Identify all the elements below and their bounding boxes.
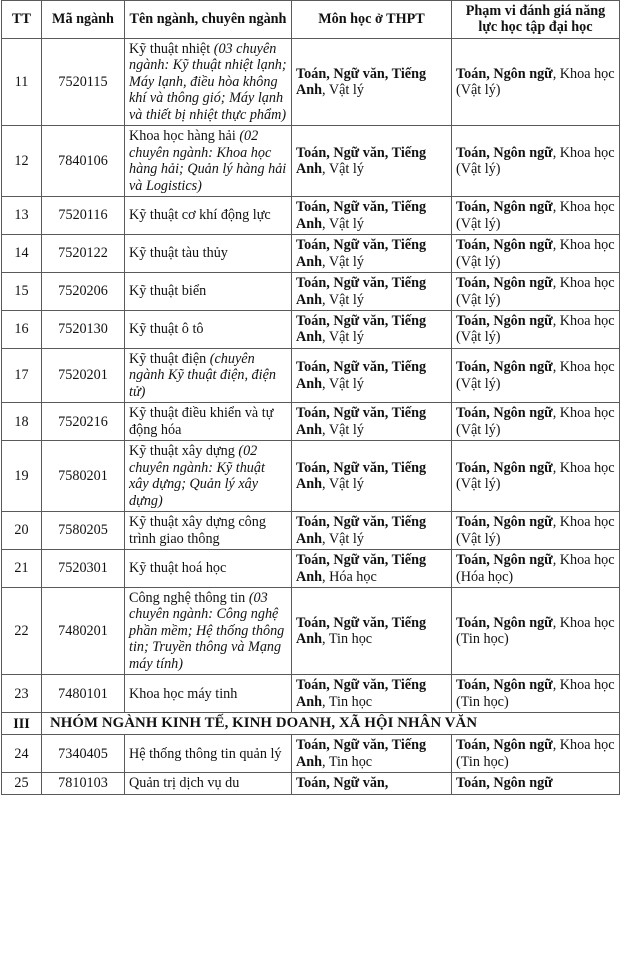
assessment-scope-elective: , Khoa học (Vật lý): [456, 312, 615, 346]
assessment-scope: [452, 126, 620, 197]
highschool-subjects-required: Toán, Ngữ văn, Tiếng Anh: [296, 275, 427, 308]
major-name: [125, 197, 292, 235]
major-code: 7810103: [42, 773, 125, 794]
row-index: 19: [2, 441, 42, 512]
assessment-scope: [452, 441, 620, 512]
highschool-subjects-elective: , Vật lý: [322, 375, 364, 392]
table-row: [2, 675, 620, 713]
major-code: 7520206: [42, 273, 125, 311]
assessment-scope: [452, 735, 620, 773]
major-code: 7520115: [42, 38, 125, 125]
column-header-subject: Môn học ở THPT: [292, 1, 452, 39]
assessment-scope-required: Toán, Ngôn ngữ: [456, 237, 553, 254]
major-name-main: Kỹ thuật nhiệt: [129, 40, 214, 57]
assessment-scope-required: Toán, Ngôn ngữ: [456, 275, 553, 292]
column-header-tt: TT: [2, 1, 42, 39]
section-number: III: [2, 713, 42, 735]
assessment-scope-elective: , Khoa học (Tin học): [456, 737, 615, 770]
highschool-subjects-required: Toán, Ngữ văn, Tiếng Anh: [296, 312, 427, 346]
highschool-subjects: [292, 273, 452, 311]
highschool-subjects-required: Toán, Ngữ văn, Tiếng Anh: [296, 459, 427, 493]
row-index: 24: [2, 735, 42, 773]
major-specializations: (02 chuyên ngành: Kỹ thuật xây dựng; Quản lý xây dựng): [129, 443, 265, 509]
assessment-scope: [452, 675, 620, 713]
assessment-scope: [452, 403, 620, 441]
highschool-subjects-elective: , Vật lý: [322, 476, 364, 493]
major-name: [125, 403, 292, 441]
major-name: [125, 38, 292, 125]
column-header-name: Tên ngành, chuyên ngành: [125, 1, 292, 39]
highschool-subjects-required: Toán, Ngữ văn, Tiếng Anh: [296, 199, 427, 232]
row-index: 20: [2, 512, 42, 550]
major-specializations: (03 chuyên ngành: Công nghệ phần mềm; Hệ thống thông tin; Truyền thông và Mạng máy tính): [129, 590, 285, 672]
major-name-main: Kỹ thuật điện: [129, 350, 210, 367]
highschool-subjects-elective: , Vật lý: [322, 421, 364, 438]
assessment-scope-elective: , Khoa học (Vật lý): [456, 144, 615, 178]
major-name: [125, 675, 292, 713]
assessment-scope: [452, 512, 620, 550]
highschool-subjects-required: Toán, Ngữ văn, Tiếng Anh: [296, 677, 427, 710]
highschool-subjects: [292, 235, 452, 273]
highschool-subjects: [292, 550, 452, 588]
assessment-scope: [452, 235, 620, 273]
major-code: 7520116: [42, 197, 125, 235]
highschool-subjects-elective: , Hóa học: [322, 568, 377, 585]
assessment-scope: [452, 38, 620, 125]
highschool-subjects-required: Toán, Ngữ văn, Tiếng Anh: [296, 552, 427, 585]
assessment-scope: [452, 773, 620, 794]
major-specializations: (02 chuyên ngành: Khoa học hàng hải; Quản lý hàng hải và Logistics): [129, 128, 287, 194]
row-index: 23: [2, 675, 42, 713]
table-row: [2, 773, 620, 794]
row-index: 14: [2, 235, 42, 273]
highschool-subjects-elective: , Vật lý: [322, 161, 364, 178]
major-name-main: Khoa học máy tinh: [129, 685, 238, 702]
assessment-scope-required: Toán, Ngôn ngữ: [456, 775, 553, 792]
assessment-scope: [452, 273, 620, 311]
major-code: 7520201: [42, 348, 125, 402]
assessment-scope: [452, 550, 620, 588]
assessment-scope: [452, 588, 620, 675]
row-index: 22: [2, 588, 42, 675]
major-name-main: Quản trị dịch vụ du: [129, 775, 240, 792]
major-name-main: Kỹ thuật hoá học: [129, 560, 227, 577]
major-name: [125, 588, 292, 675]
table-header-row: [2, 1, 620, 39]
table-row: [2, 550, 620, 588]
row-index: 25: [2, 773, 42, 794]
highschool-subjects-required: Toán, Ngữ văn,: [296, 775, 389, 792]
assessment-scope-elective: , Khoa học (Vật lý): [456, 275, 615, 308]
major-code: 7520122: [42, 235, 125, 273]
assessment-scope-required: Toán, Ngôn ngữ: [456, 459, 553, 476]
major-name-main: Kỹ thuật xây dựng công trình giao thông: [129, 514, 266, 547]
assessment-scope: [452, 348, 620, 402]
highschool-subjects: [292, 675, 452, 713]
assessment-scope-elective: , Khoa học (Vật lý): [456, 237, 615, 270]
highschool-subjects-required: Toán, Ngữ văn, Tiếng Anh: [296, 65, 427, 99]
table-row: [2, 310, 620, 348]
major-code: 7520301: [42, 550, 125, 588]
highschool-subjects-elective: , Vật lý: [322, 82, 364, 99]
assessment-scope-elective: , Khoa học (Vật lý): [456, 459, 615, 493]
column-header-scope: Phạm vi đánh giá năng lực học tập đại học: [452, 1, 620, 39]
assessment-scope-required: Toán, Ngôn ngữ: [456, 614, 553, 631]
highschool-subjects: [292, 348, 452, 402]
major-name-main: Kỹ thuật ô tô: [129, 321, 204, 338]
row-index: 12: [2, 126, 42, 197]
major-name: [125, 550, 292, 588]
highschool-subjects: [292, 441, 452, 512]
assessment-scope-required: Toán, Ngôn ngữ: [456, 405, 553, 422]
assessment-scope-elective: , Khoa học (Vật lý): [456, 65, 615, 99]
major-name-main: Kỹ thuật xây dựng: [129, 443, 239, 460]
table-body: [2, 38, 620, 794]
assessment-scope-elective: , Khoa học (Vật lý): [456, 359, 615, 392]
major-code: 7520216: [42, 403, 125, 441]
highschool-subjects-required: Toán, Ngữ văn, Tiếng Anh: [296, 359, 427, 392]
assessment-scope-elective: , Khoa học (Vật lý): [456, 405, 615, 438]
highschool-subjects: [292, 512, 452, 550]
table-row: [2, 38, 620, 125]
highschool-subjects-required: Toán, Ngữ văn, Tiếng Anh: [296, 237, 427, 270]
highschool-subjects: [292, 38, 452, 125]
highschool-subjects: [292, 126, 452, 197]
major-name-main: Kỹ thuật cơ khí động lực: [129, 207, 271, 224]
assessment-scope-required: Toán, Ngôn ngữ: [456, 677, 553, 694]
assessment-scope-elective: , Khoa học (Hóa học): [456, 552, 615, 585]
row-index: 13: [2, 197, 42, 235]
major-name-main: Kỹ thuật biển: [129, 283, 207, 300]
major-code: 7840106: [42, 126, 125, 197]
major-name: [125, 235, 292, 273]
table-row: [2, 273, 620, 311]
assessment-scope-required: Toán, Ngôn ngữ: [456, 312, 553, 329]
table-row: [2, 197, 620, 235]
highschool-subjects-elective: , Vật lý: [322, 253, 364, 270]
major-specializations: (03 chuyên ngành: Kỹ thuật nhiệt lạnh; Máy lạnh, điều hòa không khí và thông gió; Máy lạnh và thiết bị nhiệt thực phẩm): [129, 40, 287, 123]
major-name: [125, 273, 292, 311]
column-header-code: Mã ngành: [42, 1, 125, 39]
major-name-main: Kỹ thuật điều khiển và tự động hóa: [129, 405, 274, 438]
major-code: 7480201: [42, 588, 125, 675]
assessment-scope-required: Toán, Ngôn ngữ: [456, 144, 553, 161]
row-index: 21: [2, 550, 42, 588]
assessment-scope-required: Toán, Ngôn ngữ: [456, 65, 553, 82]
highschool-subjects-elective: , Tin học: [322, 693, 373, 710]
table-row: [2, 126, 620, 197]
admissions-table: [1, 0, 620, 795]
assessment-scope-elective: , Khoa học (Tin học): [456, 677, 615, 710]
row-index: 18: [2, 403, 42, 441]
major-code: 7480101: [42, 675, 125, 713]
assessment-scope-required: Toán, Ngôn ngữ: [456, 359, 553, 376]
highschool-subjects-required: Toán, Ngữ văn, Tiếng Anh: [296, 737, 427, 770]
highschool-subjects-required: Toán, Ngữ văn, Tiếng Anh: [296, 144, 427, 178]
major-code: 7340405: [42, 735, 125, 773]
highschool-subjects-required: Toán, Ngữ văn, Tiếng Anh: [296, 405, 427, 438]
highschool-subjects-elective: , Vật lý: [322, 329, 364, 346]
major-name-main: Công nghệ thông tin: [129, 590, 249, 606]
assessment-scope-elective: , Khoa học (Vật lý): [456, 514, 615, 547]
table-row: [2, 588, 620, 675]
major-name: [125, 773, 292, 794]
highschool-subjects-elective: , Tin học: [322, 631, 373, 648]
row-index: 16: [2, 310, 42, 348]
highschool-subjects-elective: , Tin học: [322, 753, 373, 770]
major-name: [125, 126, 292, 197]
highschool-subjects-elective: , Vật lý: [322, 291, 364, 308]
highschool-subjects-elective: , Vật lý: [322, 530, 364, 547]
major-code: 7580201: [42, 441, 125, 512]
assessment-scope-elective: , Khoa học (Vật lý): [456, 199, 615, 232]
table-row: [2, 235, 620, 273]
assessment-scope-required: Toán, Ngôn ngữ: [456, 737, 553, 754]
section-title: NHÓM NGÀNH KINH TẾ, KINH DOANH, XÃ HỘI NHÂN VĂN: [42, 713, 620, 735]
highschool-subjects-required: Toán, Ngữ văn, Tiếng Anh: [296, 514, 427, 547]
major-name: [125, 348, 292, 402]
table-section-row: [2, 713, 620, 735]
row-index: 15: [2, 273, 42, 311]
table-row: [2, 735, 620, 773]
assessment-scope: [452, 197, 620, 235]
row-index: 11: [2, 38, 42, 125]
table-row: [2, 512, 620, 550]
assessment-scope-elective: , Khoa học (Tin học): [456, 614, 615, 648]
assessment-scope: [452, 310, 620, 348]
assessment-scope-required: Toán, Ngôn ngữ: [456, 552, 553, 569]
assessment-scope-required: Toán, Ngôn ngữ: [456, 199, 553, 216]
major-name-main: Kỹ thuật tàu thủy: [129, 245, 228, 262]
row-index: 17: [2, 348, 42, 402]
major-code: 7520130: [42, 310, 125, 348]
highschool-subjects: [292, 197, 452, 235]
major-name: [125, 441, 292, 512]
highschool-subjects: [292, 588, 452, 675]
table-row: [2, 403, 620, 441]
major-name-main: Hệ thống thông tin quản lý: [129, 745, 282, 762]
highschool-subjects: [292, 310, 452, 348]
major-name: [125, 512, 292, 550]
highschool-subjects-required: Toán, Ngữ văn, Tiếng Anh: [296, 614, 427, 648]
table-row: [2, 441, 620, 512]
assessment-scope-required: Toán, Ngôn ngữ: [456, 514, 553, 531]
major-specializations: (chuyên ngành Kỹ thuật điện, điện tử): [129, 350, 276, 400]
table-header: [2, 1, 620, 39]
highschool-subjects-elective: , Vật lý: [322, 215, 364, 232]
highschool-subjects: [292, 773, 452, 794]
highschool-subjects: [292, 735, 452, 773]
table-row: [2, 348, 620, 402]
major-code: 7580205: [42, 512, 125, 550]
highschool-subjects: [292, 403, 452, 441]
major-name: [125, 310, 292, 348]
major-name-main: Khoa học hàng hải: [129, 128, 240, 145]
major-name: [125, 735, 292, 773]
